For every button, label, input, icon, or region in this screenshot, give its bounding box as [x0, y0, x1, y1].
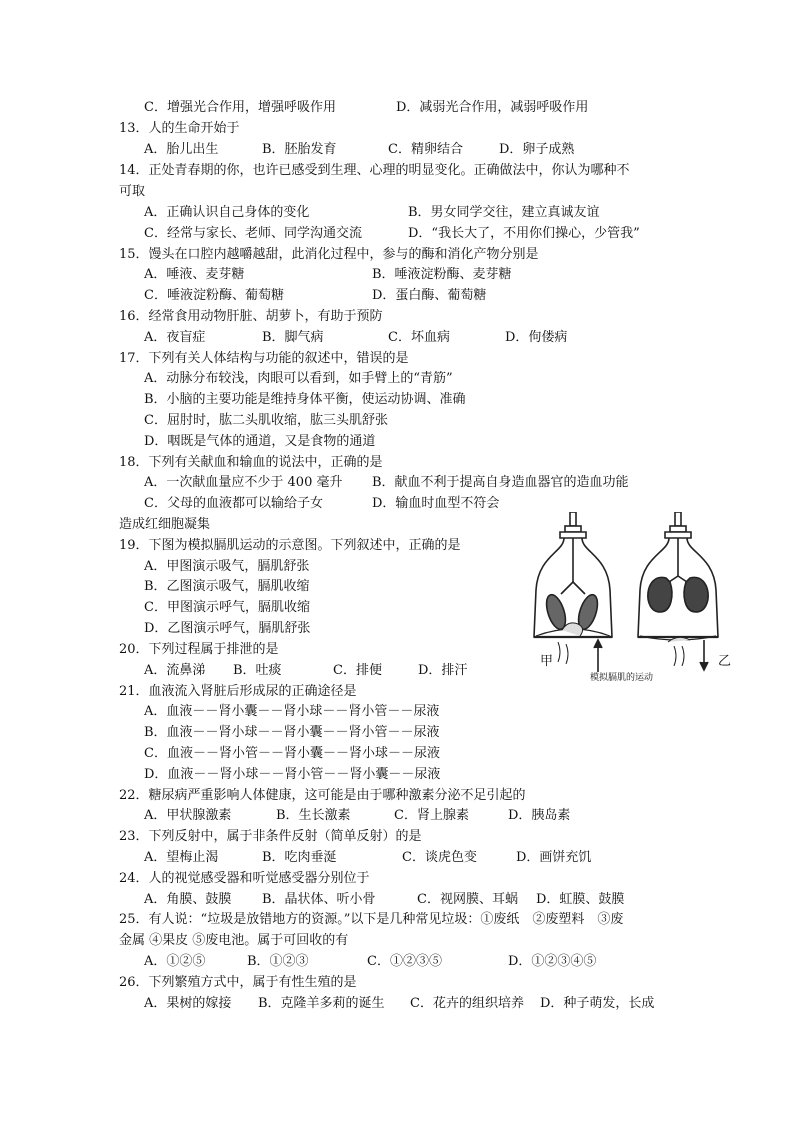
q19-stem: 19．下图为模拟膈肌运动的示意图。下列叙述中，正确的是 — [119, 538, 461, 553]
q26-option-c: C．花卉的组织培养 — [410, 996, 524, 1011]
q17-stem: 17．下列有关人体结构与功能的叙述中，错误的是 — [119, 351, 409, 366]
q23-option-b: B．吃肉垂涎 — [262, 850, 337, 865]
q16-option-d: D．佝偻病 — [505, 330, 568, 345]
jar-jia — [534, 512, 612, 672]
q26-option-d: D．种子萌发，长成 — [540, 996, 655, 1011]
q23-stem: 23．下列反射中，属于非条件反射（简单反射）的是 — [119, 829, 422, 844]
diaphragm-model-figure — [528, 512, 738, 692]
q14-stem-line2: 可取 — [119, 184, 146, 199]
q16-option-b: B．脚气病 — [262, 330, 324, 345]
diaphragm-model-drawing — [528, 512, 738, 692]
jar-yi — [638, 512, 718, 670]
q19-option-b: B．乙图演示吸气，膈肌收缩 — [144, 579, 310, 594]
figure-caption: 模拟膈肌的运动 — [590, 673, 654, 683]
q23-option-c: C．谈虎色变 — [402, 850, 477, 865]
q20-option-a: A．流鼻涕 — [144, 663, 206, 678]
q18-stem: 18．下列有关献血和输血的说法中，正确的是 — [119, 455, 383, 470]
q23-option-a: A．望梅止渴 — [144, 850, 219, 865]
q15-option-c: C．唾液淀粉酶、葡萄糖 — [144, 288, 284, 303]
q22-option-c: C．肾上腺素 — [394, 808, 469, 823]
q26-stem: 26．下列繁殖方式中，属于有性生殖的是 — [119, 975, 357, 990]
q16-option-a: A．夜盲症 — [144, 330, 206, 345]
q22-option-b: B．生长激素 — [276, 808, 351, 823]
q20-option-d: D．排汗 — [418, 663, 468, 678]
q25-stem-line1: 25．有人说：“垃圾是放错地方的资源。”以下是几种常见垃圾：①废纸 ②废塑料 ③废 — [119, 912, 624, 927]
q14-option-b: B．男女同学交往，建立真诚友谊 — [408, 205, 600, 220]
q24-option-b: B．晶状体、听小骨 — [262, 892, 376, 907]
jar-label-jia: 甲 — [540, 654, 554, 669]
q26-option-a: A．果树的嫁接 — [144, 996, 232, 1011]
q17-option-b: B．小脑的主要功能是维持身体平衡，使运动协调、准确 — [144, 392, 466, 407]
q22-stem: 22．糖尿病严重影响人体健康，这可能是由于哪种激素分泌不足引起的 — [119, 788, 526, 803]
q19-option-c: C．甲图演示呼气，膈肌收缩 — [144, 600, 310, 615]
q12-option-c: C．增强光合作用，增强呼吸作用 — [144, 100, 336, 115]
q14-option-d: D．“我长大了，不用你们操心，少管我” — [408, 226, 640, 241]
q21-option-a: A．血液－－肾小囊－－肾小球－－肾小管－－尿液 — [144, 704, 440, 719]
q24-option-c: C．视网膜、耳蜗 — [417, 892, 518, 907]
q25-stem-line2: 金属 ④果皮 ⑤废电池。属于可回收的有 — [119, 933, 349, 948]
q13-stem: 13．人的生命开始于 — [119, 121, 240, 136]
q22-option-a: A．甲状腺激素 — [144, 808, 232, 823]
q20-option-b: B．吐痰 — [233, 663, 282, 678]
q21-option-b: B．血液－－肾小球－－肾小囊－－肾小管－－尿液 — [144, 725, 440, 740]
q21-option-d: D．血液－－肾小球－－肾小管－－肾小囊－－尿液 — [144, 767, 441, 782]
q13-option-d: D．卵子成熟 — [499, 142, 575, 157]
jar-label-yi: 乙 — [718, 654, 732, 669]
q15-option-a: A．唾液、麦芽糖 — [144, 267, 245, 282]
q25-option-d: D．①②③④⑤ — [508, 954, 597, 969]
q13-option-c: C．精卵结合 — [388, 142, 463, 157]
q14-option-a: A．正确认识自己身体的变化 — [144, 205, 310, 220]
q18-option-a: A．一次献血量应不少于 400 毫升 — [144, 475, 343, 490]
q16-option-c: C．坏血病 — [388, 330, 450, 345]
q25-option-b: B．①②③ — [247, 954, 309, 969]
q18-option-b: B．献血不利于提高自身造血器官的造血功能 — [372, 475, 629, 490]
q26-option-b: B．克隆羊多莉的诞生 — [258, 996, 385, 1011]
q17-option-c: C．屈肘时，肱二头肌收缩，肱三头肌舒张 — [144, 413, 388, 428]
q21-option-c: C．血液－－肾小管－－肾小囊－－肾小球－－尿液 — [144, 746, 440, 761]
q24-option-a: A．角膜、鼓膜 — [144, 892, 232, 907]
q16-stem: 16．经常食用动物肝脏、胡萝卜，有助于预防 — [119, 309, 383, 324]
q22-option-d: D．胰岛素 — [508, 808, 571, 823]
q23-option-d: D．画饼充饥 — [516, 850, 592, 865]
q24-stem: 24．人的视觉感受器和听觉感受器分别位于 — [119, 871, 370, 886]
q25-option-c: C．①②③⑤ — [367, 954, 442, 969]
q19-option-a: A．甲图演示吸气，膈肌舒张 — [144, 559, 310, 574]
q17-option-a: A．动脉分布较浅，肉眼可以看到，如手臂上的“青筋” — [144, 371, 453, 386]
q14-option-c: C．经常与家长、老师、同学沟通交流 — [144, 226, 362, 241]
q20-stem: 20．下列过程属于排泄的是 — [119, 642, 279, 657]
q24-option-d: D．虹膜、鼓膜 — [536, 892, 625, 907]
q13-option-b: B．胚胎发育 — [262, 142, 337, 157]
q19-option-d: D．乙图演示呼气，膈肌舒张 — [144, 621, 311, 636]
q18-option-c: C．父母的血液都可以输给子女 — [144, 496, 323, 511]
q15-option-b: B．唾液淀粉酶、麦芽糖 — [372, 267, 512, 282]
q13-option-a: A．胎儿出生 — [144, 142, 219, 157]
q20-option-c: C．排便 — [333, 663, 382, 678]
q15-stem: 15．馒头在口腔内越嚼越甜，此消化过程中，参与的酶和消化产物分别是 — [119, 247, 539, 262]
q12-option-d: D．减弱光合作用，减弱呼吸作用 — [396, 100, 589, 115]
q15-option-d: D．蛋白酶、葡萄糖 — [372, 288, 487, 303]
q25-option-a: A．①②⑤ — [144, 954, 206, 969]
q17-option-d: D．咽既是气体的通道，又是食物的通道 — [144, 434, 376, 449]
q14-stem-line1: 14．正处青春期的你，也许已感受到生理、心理的明显变化。正确做法中，你认为哪种不 — [119, 163, 630, 178]
q18-option-d-cont: 造成红细胞凝集 — [119, 517, 211, 532]
q21-stem: 21．血液流入肾脏后形成尿的正确途径是 — [119, 684, 357, 699]
q18-option-d: D．输血时血型不符会 — [372, 496, 500, 511]
